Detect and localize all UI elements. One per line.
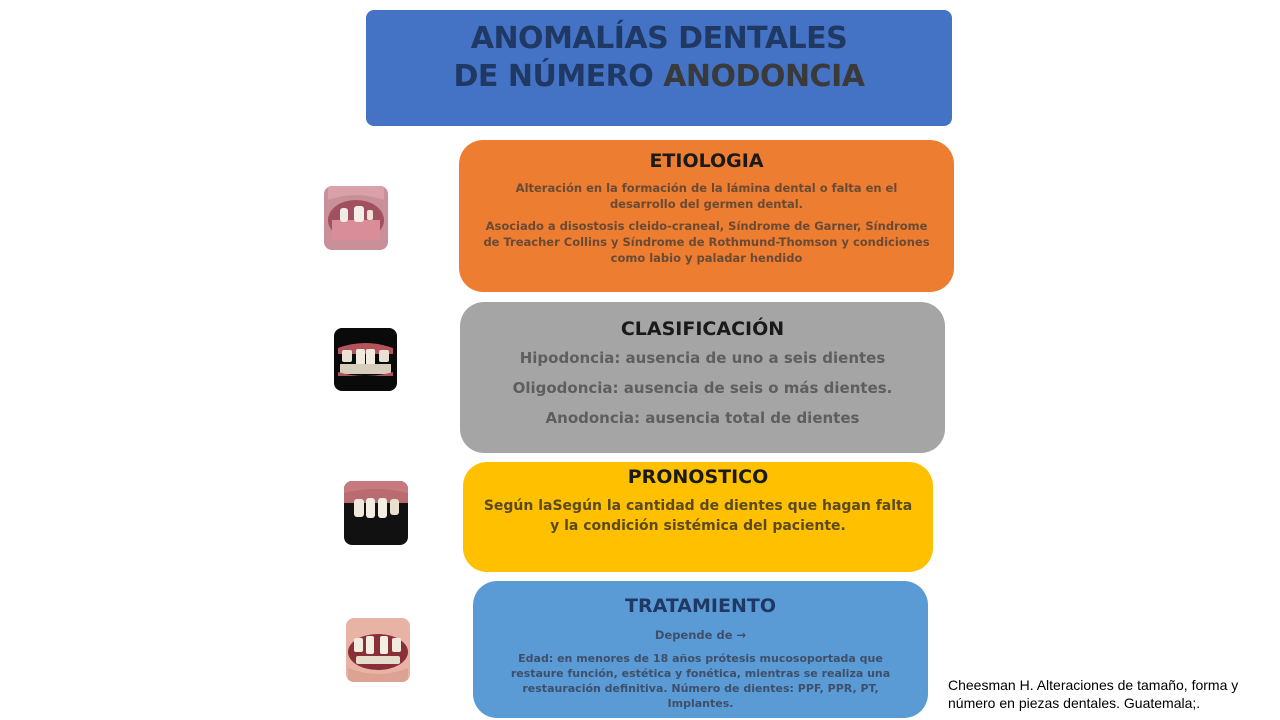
- clasificacion-title: CLASIFICACIÓN: [620, 318, 785, 340]
- title-line-2: [366, 58, 952, 96]
- etiologia-paragraph-1: Alteración en la formación de la lámina dental o falta en el desarrollo del germen dental.: [515, 181, 898, 211]
- pronostico-card: [463, 462, 933, 572]
- citation: Cheesman H. Alteraciones de tamaño, forma y número en piezas dentales. Guatemala;.: [948, 677, 1239, 711]
- missing-teeth-photo-3: [344, 481, 408, 545]
- etiologia-card: [459, 140, 954, 292]
- clasificacion-item-hipodoncia: Hipodoncia: ausencia de uno a seis dientes: [519, 349, 886, 367]
- clasificacion-card: [460, 302, 945, 453]
- pronostico-text: Según laSegún la cantidad de dientes que hagan falta y la condición sistémica del paciente.: [483, 498, 913, 534]
- etiologia-paragraph-2: Asociado a disostosis cleido-craneal, Síndrome de Garner, Síndrome de Treacher Collins y Síndrome de Rothmund-Thomson y condiciones como labio y paladar hendido: [483, 219, 930, 265]
- title-banner: [366, 10, 952, 126]
- tratamiento-edad: Edad: en menores de 18 años prótesis mucosoportada que restaure función, estética y fonética, mientras se realiza una restauración definitiva. Número de dientes: PPF, PPR, PT, Implantes.: [510, 652, 891, 710]
- missing-teeth-photo-1: [324, 186, 388, 250]
- etiologia-title: ETIOLOGIA: [649, 150, 764, 172]
- title-line-2-part1: DE NÚMERO: [453, 59, 664, 94]
- clasificacion-item-anodoncia: Anodoncia: ausencia total de dientes: [545, 409, 860, 427]
- tratamiento-depende: Depende de →: [654, 628, 747, 642]
- tratamiento-card: [473, 581, 928, 718]
- missing-teeth-photo-4: [346, 618, 410, 682]
- title-line-1: ANOMALÍAS DENTALES: [470, 21, 848, 56]
- tratamiento-title: TRATAMIENTO: [625, 595, 776, 617]
- title-line-2-part2: ANODONCIA: [663, 59, 865, 94]
- clasificacion-item-oligodoncia: Oligodoncia: ausencia de seis o más dientes.: [512, 379, 893, 397]
- pronostico-title: PRONOSTICO: [627, 466, 769, 488]
- missing-teeth-photo-2: [334, 328, 397, 391]
